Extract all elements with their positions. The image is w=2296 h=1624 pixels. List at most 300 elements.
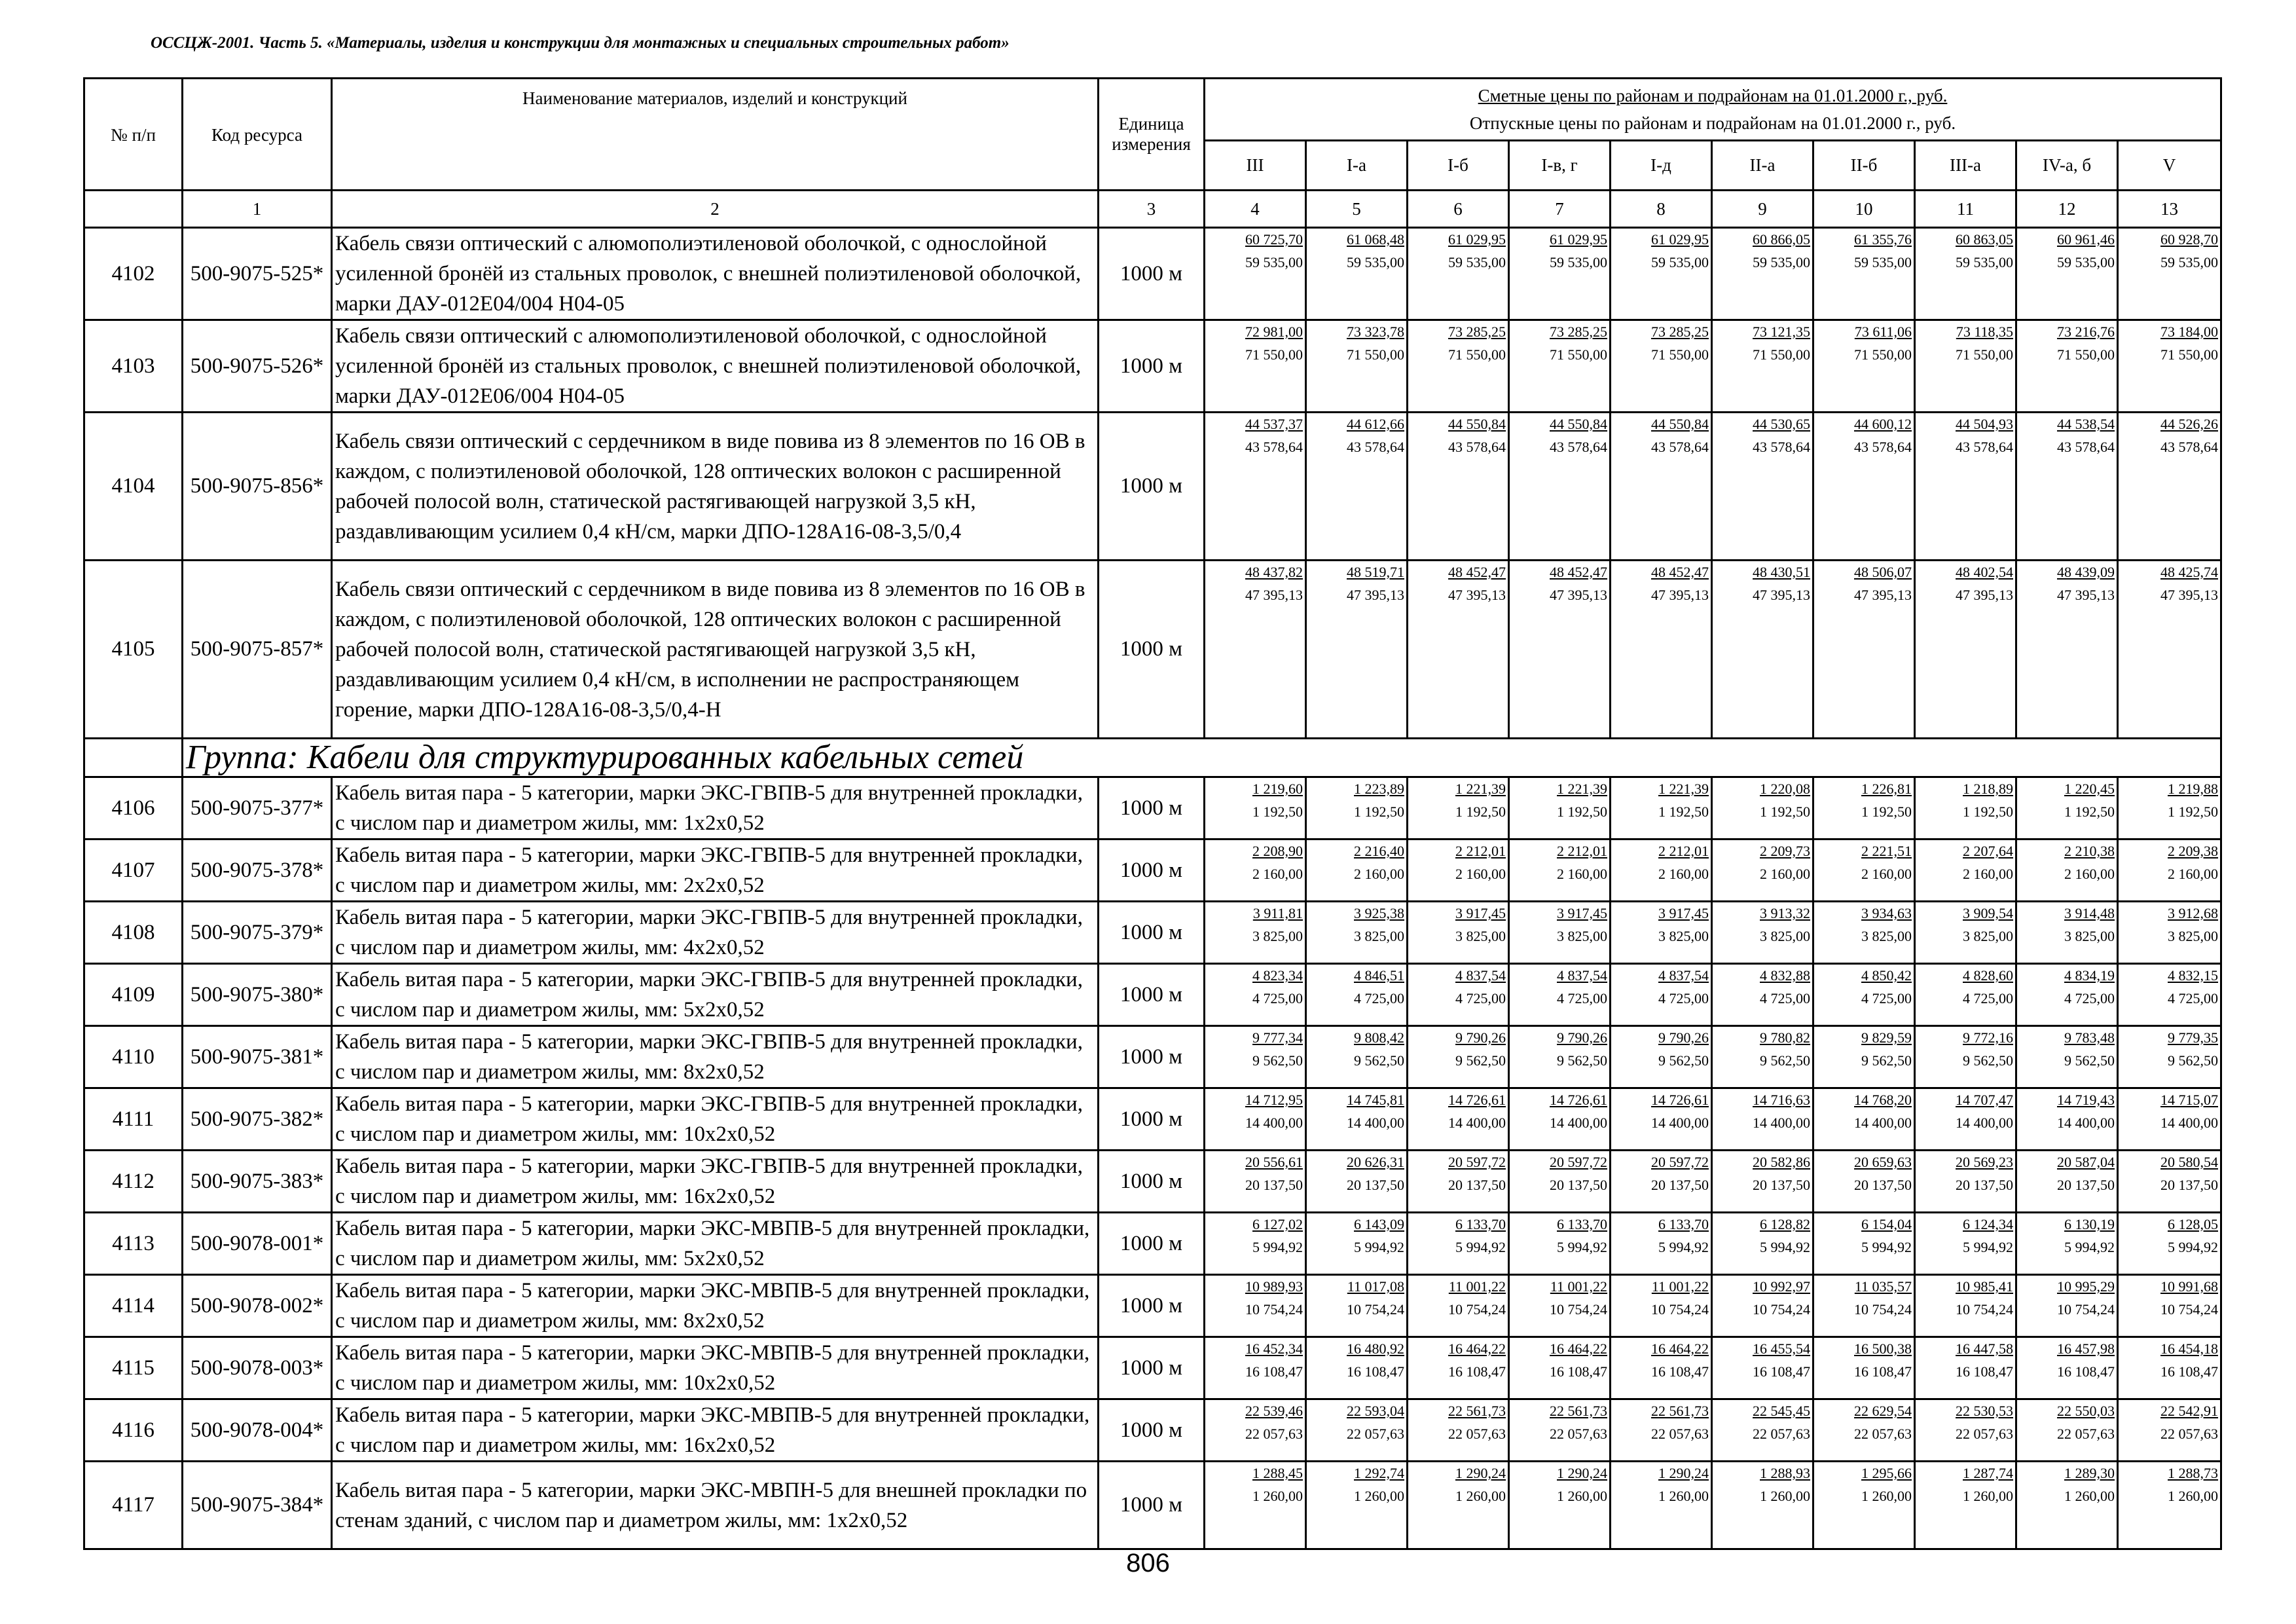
release-price: 5 994,92 (1557, 1239, 1607, 1255)
estimate-price: 4 823,34 (1252, 967, 1303, 984)
release-price: 14 400,00 (1448, 1115, 1506, 1131)
release-price: 59 535,00 (1956, 254, 2013, 270)
price-cell (1915, 1462, 2016, 1549)
estimate-price: 14 716,63 (1753, 1092, 1810, 1108)
table-row (84, 1088, 2221, 1151)
release-price: 47 395,13 (1245, 587, 1303, 603)
estimate-price: 1 223,89 (1354, 781, 1404, 797)
release-price: 1 260,00 (1963, 1488, 2013, 1504)
release-price: 1 192,50 (1252, 803, 1303, 820)
price-cell (1205, 1151, 1306, 1213)
release-price: 43 578,64 (2160, 439, 2218, 455)
estimate-price: 48 402,54 (1956, 564, 2013, 580)
release-price: 9 562,50 (1354, 1052, 1404, 1069)
estimate-price: 1 289,30 (2064, 1465, 2115, 1481)
estimate-price: 6 124,34 (1963, 1216, 2013, 1232)
release-price: 43 578,64 (1956, 439, 2013, 455)
estimate-price: 1 295,66 (1861, 1465, 1912, 1481)
release-price: 5 994,92 (1252, 1239, 1303, 1255)
release-price: 2 160,00 (2064, 866, 2115, 882)
price-cell (1813, 561, 1915, 739)
estimate-price: 6 130,19 (2064, 1216, 2115, 1232)
table-row (84, 320, 2221, 413)
release-price: 71 550,00 (1956, 346, 2013, 363)
estimate-price: 1 226,81 (1861, 781, 1912, 797)
price-cell (1915, 1151, 2016, 1213)
price-cell (1408, 964, 1509, 1026)
estimate-price: 1 288,93 (1760, 1465, 1810, 1481)
price-cell (1611, 777, 1712, 840)
price-cell (1813, 1151, 1915, 1213)
price-cell (2016, 902, 2118, 964)
row-number: 4116 (84, 1399, 183, 1462)
price-cell (2118, 561, 2221, 739)
estimate-price: 44 550,84 (1550, 416, 1607, 432)
price-cell (1509, 1337, 1611, 1399)
release-price: 47 395,13 (1956, 587, 2013, 603)
price-cell (1915, 1213, 2016, 1275)
estimate-price: 22 545,45 (1753, 1403, 1810, 1419)
unit-of-measure: 1000 м (1099, 1026, 1205, 1088)
estimate-price: 20 580,54 (2160, 1154, 2218, 1170)
column-number: 11 (1915, 191, 2016, 228)
estimate-price: 2 212,01 (1557, 843, 1607, 859)
price-cell (1712, 320, 1813, 413)
release-price: 43 578,64 (1245, 439, 1303, 455)
material-name: Кабель витая пара - 5 категории, марки ЭКС-ГВПВ-5 для внутренней прокладки, с числом пар и диаметром жилы, мм: 5x2x0,52 (332, 964, 1099, 1026)
price-cell (1611, 320, 1712, 413)
row-number: 4103 (84, 320, 183, 413)
release-price: 4 725,00 (2064, 990, 2115, 1006)
release-price: 14 400,00 (1854, 1115, 1912, 1131)
resource-code: 500-9078-002* (183, 1275, 332, 1337)
material-name: Кабель связи оптический с алюмополиэтиленовой оболочкой, с однослойной усиленной бронёй из стальных проволок, с внешней полиэтиленовой оболочкой, марки ДАУ-012Е04/004 Н04-05 (332, 228, 1099, 320)
price-cell (2016, 1151, 2118, 1213)
price-cell (1205, 561, 1306, 739)
estimate-price: 73 184,00 (2160, 323, 2218, 340)
estimate-price: 20 659,63 (1854, 1154, 1912, 1170)
price-cell (1306, 840, 1408, 902)
estimate-price: 48 439,09 (2057, 564, 2115, 580)
row-number: 4111 (84, 1088, 183, 1151)
release-price: 20 137,50 (1753, 1177, 1810, 1193)
release-price: 2 160,00 (1658, 866, 1709, 882)
release-price: 2 160,00 (1252, 866, 1303, 882)
estimate-price: 3 914,48 (2064, 905, 2115, 921)
price-cell (1611, 902, 1712, 964)
release-price: 14 400,00 (1651, 1115, 1709, 1131)
row-number: 4114 (84, 1275, 183, 1337)
unit-of-measure: 1000 м (1099, 1088, 1205, 1151)
estimate-price: 44 538,54 (2057, 416, 2115, 432)
release-price: 71 550,00 (1245, 346, 1303, 363)
estimate-price: 14 768,20 (1854, 1092, 1912, 1108)
estimate-price: 6 128,05 (2168, 1216, 2218, 1232)
price-cell (1712, 1275, 1813, 1337)
release-price: 71 550,00 (1854, 346, 1912, 363)
table-row (84, 902, 2221, 964)
price-cell (2016, 228, 2118, 320)
release-price: 20 137,50 (1854, 1177, 1912, 1193)
header-prices-release: Отпускные цены по районам и подрайонам на 01.01.2000 г., руб. (1469, 113, 1956, 133)
price-cell (1205, 1275, 1306, 1337)
estimate-price: 3 934,63 (1861, 905, 1912, 921)
release-price: 47 395,13 (1347, 587, 1404, 603)
release-price: 14 400,00 (2057, 1115, 2115, 1131)
estimate-price: 4 837,54 (1557, 967, 1607, 984)
estimate-price: 3 912,68 (2168, 905, 2218, 921)
estimate-price: 4 846,51 (1354, 967, 1404, 984)
price-cell (2016, 1213, 2118, 1275)
release-price: 43 578,64 (2057, 439, 2115, 455)
release-price: 1 192,50 (1354, 803, 1404, 820)
estimate-price: 11 001,22 (1448, 1278, 1506, 1295)
price-cell (1915, 1399, 2016, 1462)
resource-code: 500-9078-003* (183, 1337, 332, 1399)
estimate-price: 48 519,71 (1347, 564, 1404, 580)
estimate-price: 4 837,54 (1455, 967, 1506, 984)
release-price: 1 260,00 (2168, 1488, 2218, 1504)
estimate-price: 1 287,74 (1963, 1465, 2013, 1481)
release-price: 5 994,92 (1658, 1239, 1709, 1255)
release-price: 47 395,13 (1753, 587, 1810, 603)
unit-of-measure: 1000 м (1099, 1399, 1205, 1462)
price-cell (1915, 777, 2016, 840)
estimate-price: 22 593,04 (1347, 1403, 1404, 1419)
price-cell (2016, 1462, 2118, 1549)
release-price: 59 535,00 (1550, 254, 1607, 270)
unit-of-measure: 1000 м (1099, 413, 1205, 561)
estimate-price: 16 464,22 (1550, 1340, 1607, 1357)
estimate-price: 73 285,25 (1550, 323, 1607, 340)
row-number: 4112 (84, 1151, 183, 1213)
price-cell (1408, 413, 1509, 561)
price-cell (1611, 413, 1712, 561)
unit-of-measure: 1000 м (1099, 840, 1205, 902)
price-cell (1509, 902, 1611, 964)
estimate-price: 9 783,48 (2064, 1029, 2115, 1046)
header-name: Наименование материалов, изделий и конструкций (332, 79, 1099, 191)
estimate-price: 1 221,39 (1557, 781, 1607, 797)
release-price: 59 535,00 (1753, 254, 1810, 270)
release-price: 22 057,63 (2160, 1426, 2218, 1442)
table-row (84, 1151, 2221, 1213)
release-price: 4 725,00 (2168, 990, 2218, 1006)
price-table (83, 77, 2222, 1550)
price-cell (1306, 1213, 1408, 1275)
material-name: Кабель витая пара - 5 категории, марки ЭКС-МВПВ-5 для внутренней прокладки, с числом пар и диаметром жилы, мм: 10x2x0,52 (332, 1337, 1099, 1399)
price-cell (1408, 561, 1509, 739)
price-cell (1915, 1275, 2016, 1337)
estimate-price: 6 133,70 (1557, 1216, 1607, 1232)
price-cell (1813, 1337, 1915, 1399)
estimate-price: 48 452,47 (1550, 564, 1607, 580)
price-cell (2016, 840, 2118, 902)
estimate-price: 44 600,12 (1854, 416, 1912, 432)
price-cell (2016, 320, 2118, 413)
column-number: 3 (1099, 191, 1205, 228)
estimate-price: 11 017,08 (1347, 1278, 1404, 1295)
estimate-price: 1 290,24 (1455, 1465, 1506, 1481)
material-name: Кабель связи оптический с алюмополиэтиленовой оболочкой, с однослойной усиленной бронёй из стальных проволок, с внешней полиэтиленовой оболочкой, марки ДАУ-012Е06/004 Н04-05 (332, 320, 1099, 413)
release-price: 1 192,50 (1861, 803, 1912, 820)
estimate-price: 3 913,32 (1760, 905, 1810, 921)
group-title: Группа: Кабели для структурированных кабельных сетей (183, 739, 2221, 777)
release-price: 20 137,50 (1550, 1177, 1607, 1193)
release-price: 43 578,64 (1753, 439, 1810, 455)
price-cell (1611, 228, 1712, 320)
price-cell (1611, 840, 1712, 902)
price-cell (1408, 1462, 1509, 1549)
price-cell (1205, 902, 1306, 964)
price-cell (1408, 777, 1509, 840)
estimate-price: 22 542,91 (2160, 1403, 2218, 1419)
release-price: 59 535,00 (2160, 254, 2218, 270)
price-cell (1306, 413, 1408, 561)
resource-code: 500-9075-525* (183, 228, 332, 320)
release-price: 5 994,92 (2064, 1239, 2115, 1255)
estimate-price: 48 506,07 (1854, 564, 1912, 580)
release-price: 22 057,63 (1956, 1426, 2013, 1442)
material-name: Кабель связи оптический с сердечником в виде повива из 8 элементов по 16 ОВ в каждом, с полиэтиленовой оболочкой, 128 оптических волокон с расширенной рабочей полосой волн, статической растягивающей нагрузкой 3,5 кН, раздавливающим усилием 0,4 кН/см, в исполнении не распространяющем горение, марки ДПО-128А16-08-3,5/0,4-Н (332, 561, 1099, 739)
price-cell (2016, 561, 2118, 739)
release-price: 3 825,00 (1760, 928, 1810, 944)
row-number: 4108 (84, 902, 183, 964)
estimate-price: 6 143,09 (1354, 1216, 1404, 1232)
resource-code: 500-9078-004* (183, 1399, 332, 1462)
release-price: 5 994,92 (1354, 1239, 1404, 1255)
price-cell (2118, 1213, 2221, 1275)
release-price: 10 754,24 (2057, 1301, 2115, 1318)
table-row (84, 1213, 2221, 1275)
release-price: 20 137,50 (1245, 1177, 1303, 1193)
header-code: Код ресурса (183, 79, 332, 191)
page-number: 806 (1126, 1549, 1170, 1578)
price-cell (1813, 1462, 1915, 1549)
estimate-price: 6 133,70 (1455, 1216, 1506, 1232)
material-name: Кабель витая пара - 5 категории, марки ЭКС-МВПВ-5 для внутренней прокладки, с числом пар и диаметром жилы, мм: 16x2x0,52 (332, 1399, 1099, 1462)
release-price: 22 057,63 (1550, 1426, 1607, 1442)
release-price: 59 535,00 (1854, 254, 1912, 270)
resource-code: 500-9075-382* (183, 1088, 332, 1151)
estimate-price: 2 207,64 (1963, 843, 2013, 859)
column-number: 6 (1408, 191, 1509, 228)
release-price: 47 395,13 (1854, 587, 1912, 603)
estimate-price: 1 292,74 (1354, 1465, 1404, 1481)
release-price: 43 578,64 (1854, 439, 1912, 455)
estimate-price: 60 725,70 (1245, 231, 1303, 248)
price-cell (1712, 413, 1813, 561)
release-price: 22 057,63 (1854, 1426, 1912, 1442)
release-price: 2 160,00 (1861, 866, 1912, 882)
estimate-price: 1 290,24 (1557, 1465, 1607, 1481)
estimate-price: 1 288,45 (1252, 1465, 1303, 1481)
release-price: 14 400,00 (1753, 1115, 1810, 1131)
price-cell (1813, 320, 1915, 413)
estimate-price: 2 209,38 (2168, 843, 2218, 859)
column-numbers-row (84, 191, 2221, 228)
estimate-price: 16 457,98 (2057, 1340, 2115, 1357)
release-price: 1 192,50 (2168, 803, 2218, 820)
price-cell (1712, 1026, 1813, 1088)
price-cell (1915, 320, 2016, 413)
price-cell (1915, 902, 2016, 964)
release-price: 5 994,92 (2168, 1239, 2218, 1255)
estimate-price: 44 550,84 (1651, 416, 1709, 432)
release-price: 71 550,00 (1448, 346, 1506, 363)
estimate-price: 10 992,97 (1753, 1278, 1810, 1295)
price-cell (1306, 320, 1408, 413)
estimate-price: 6 133,70 (1658, 1216, 1709, 1232)
estimate-price: 3 911,81 (1252, 905, 1303, 921)
estimate-price: 48 452,47 (1448, 564, 1506, 580)
price-cell (1611, 1275, 1712, 1337)
release-price: 47 395,13 (2057, 587, 2115, 603)
release-price: 20 137,50 (2160, 1177, 2218, 1193)
release-price: 4 725,00 (1861, 990, 1912, 1006)
price-cell (1408, 1088, 1509, 1151)
estimate-price: 3 925,38 (1354, 905, 1404, 921)
region-header: IV-а, б (2016, 141, 2118, 191)
release-price: 16 108,47 (1550, 1363, 1607, 1380)
price-cell (1712, 228, 1813, 320)
release-price: 9 562,50 (1658, 1052, 1709, 1069)
release-price: 22 057,63 (1448, 1426, 1506, 1442)
estimate-price: 22 561,73 (1448, 1403, 1506, 1419)
release-price: 43 578,64 (1550, 439, 1607, 455)
estimate-price: 3 917,45 (1658, 905, 1709, 921)
release-price: 2 160,00 (1760, 866, 1810, 882)
release-price: 16 108,47 (2057, 1363, 2115, 1380)
estimate-price: 73 121,35 (1753, 323, 1810, 340)
price-cell (2118, 777, 2221, 840)
column-number (84, 191, 183, 228)
estimate-price: 20 597,72 (1448, 1154, 1506, 1170)
estimate-price: 4 832,88 (1760, 967, 1810, 984)
release-price: 16 108,47 (2160, 1363, 2218, 1380)
release-price: 1 192,50 (2064, 803, 2115, 820)
release-price: 3 825,00 (1861, 928, 1912, 944)
price-cell (1813, 1088, 1915, 1151)
estimate-price: 11 001,22 (1550, 1278, 1607, 1295)
release-price: 22 057,63 (1245, 1426, 1303, 1442)
estimate-price: 6 128,82 (1760, 1216, 1810, 1232)
unit-of-measure: 1000 м (1099, 1151, 1205, 1213)
price-cell (1813, 777, 1915, 840)
estimate-price: 10 991,68 (2160, 1278, 2218, 1295)
release-price: 1 192,50 (1658, 803, 1709, 820)
estimate-price: 16 480,92 (1347, 1340, 1404, 1357)
estimate-price: 10 995,29 (2057, 1278, 2115, 1295)
price-cell (1813, 1026, 1915, 1088)
release-price: 47 395,13 (2160, 587, 2218, 603)
release-price: 4 725,00 (1557, 990, 1607, 1006)
unit-of-measure: 1000 м (1099, 228, 1205, 320)
price-cell (1611, 561, 1712, 739)
price-cell (1205, 964, 1306, 1026)
estimate-price: 20 556,61 (1245, 1154, 1303, 1170)
price-cell (2118, 228, 2221, 320)
release-price: 9 562,50 (1252, 1052, 1303, 1069)
region-header: I-в, г (1509, 141, 1611, 191)
price-cell (1408, 1337, 1509, 1399)
release-price: 71 550,00 (2160, 346, 2218, 363)
group-spacer (84, 739, 183, 777)
resource-code: 500-9075-857* (183, 561, 332, 739)
table-row (84, 964, 2221, 1026)
estimate-price: 22 561,73 (1550, 1403, 1607, 1419)
estimate-price: 1 290,24 (1658, 1465, 1709, 1481)
release-price: 3 825,00 (1963, 928, 2013, 944)
price-cell (1408, 902, 1509, 964)
region-header: I-а (1306, 141, 1408, 191)
estimate-price: 1 218,89 (1963, 781, 2013, 797)
estimate-price: 20 597,72 (1550, 1154, 1607, 1170)
release-price: 16 108,47 (1651, 1363, 1709, 1380)
price-cell (1611, 1399, 1712, 1462)
price-cell (1712, 964, 1813, 1026)
estimate-price: 14 715,07 (2160, 1092, 2218, 1108)
material-name: Кабель витая пара - 5 категории, марки ЭКС-ГВПВ-5 для внутренней прокладки, с числом пар и диаметром жилы, мм: 8x2x0,52 (332, 1026, 1099, 1088)
estimate-price: 9 779,35 (2168, 1029, 2218, 1046)
release-price: 4 725,00 (1658, 990, 1709, 1006)
price-cell (1306, 1026, 1408, 1088)
price-cell (1509, 840, 1611, 902)
estimate-price: 14 719,43 (2057, 1092, 2115, 1108)
estimate-price: 22 539,46 (1245, 1403, 1303, 1419)
price-cell (2118, 320, 2221, 413)
table-row (84, 228, 2221, 320)
price-cell (2016, 777, 2118, 840)
release-price: 1 260,00 (1861, 1488, 1912, 1504)
resource-code: 500-9075-526* (183, 320, 332, 413)
price-cell (1712, 777, 1813, 840)
release-price: 47 395,13 (1651, 587, 1709, 603)
estimate-price: 44 504,93 (1956, 416, 2013, 432)
unit-of-measure: 1000 м (1099, 1213, 1205, 1275)
release-price: 16 108,47 (1347, 1363, 1404, 1380)
estimate-price: 72 981,00 (1245, 323, 1303, 340)
release-price: 22 057,63 (1347, 1426, 1404, 1442)
estimate-price: 9 790,26 (1455, 1029, 1506, 1046)
price-cell (1306, 1151, 1408, 1213)
release-price: 1 192,50 (1963, 803, 2013, 820)
release-price: 1 192,50 (1557, 803, 1607, 820)
header-prices-estimate: Сметные цены по районам и подрайонам на 01.01.2000 г., руб. (1478, 86, 1948, 105)
estimate-price: 22 550,03 (2057, 1403, 2115, 1419)
price-cell (1712, 561, 1813, 739)
region-header: II-б (1813, 141, 1915, 191)
estimate-price: 4 834,19 (2064, 967, 2115, 984)
estimate-price: 1 219,60 (1252, 781, 1303, 797)
estimate-price: 44 530,65 (1753, 416, 1810, 432)
price-cell (1408, 320, 1509, 413)
estimate-price: 14 726,61 (1651, 1092, 1709, 1108)
estimate-price: 16 464,22 (1651, 1340, 1709, 1357)
release-price: 10 754,24 (1753, 1301, 1810, 1318)
material-name: Кабель витая пара - 5 категории, марки ЭКС-ГВПВ-5 для внутренней прокладки, с числом пар и диаметром жилы, мм: 1x2x0,52 (332, 777, 1099, 840)
row-number: 4102 (84, 228, 183, 320)
region-header: V (2118, 141, 2221, 191)
release-price: 4 725,00 (1455, 990, 1506, 1006)
estimate-price: 14 726,61 (1448, 1092, 1506, 1108)
price-cell (1205, 1026, 1306, 1088)
price-cell (2118, 1151, 2221, 1213)
estimate-price: 14 745,81 (1347, 1092, 1404, 1108)
release-price: 59 535,00 (1651, 254, 1709, 270)
estimate-price: 16 455,54 (1753, 1340, 1810, 1357)
estimate-price: 14 712,95 (1245, 1092, 1303, 1108)
